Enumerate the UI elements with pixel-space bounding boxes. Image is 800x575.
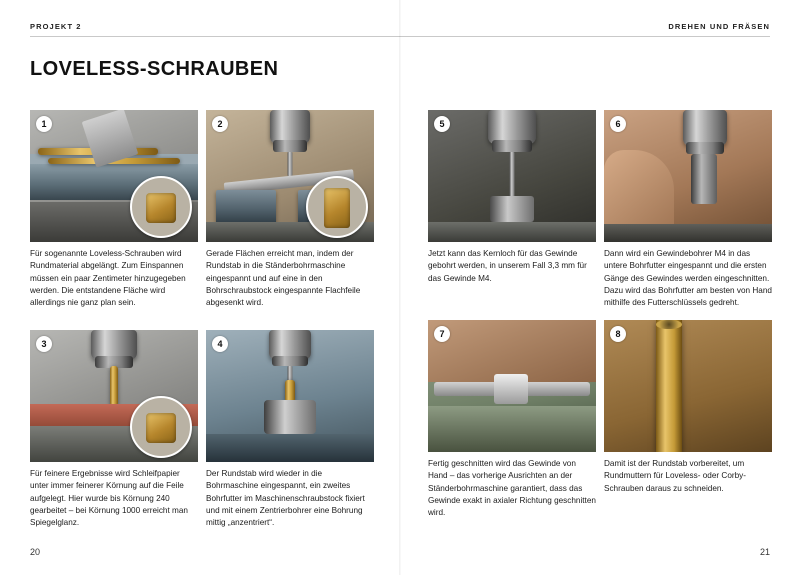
step-photo-6	[604, 110, 772, 242]
step-block-4	[206, 330, 374, 529]
step-number-badge-6: 6	[610, 116, 626, 132]
step-block-3	[30, 330, 198, 529]
step-caption-5: Jetzt kann das Kernloch für das Gewinde gebohrt werden, in unserem Fall 3,3 mm für das Gewinde M4.	[428, 249, 587, 283]
step-number-badge-8: 8	[610, 326, 626, 342]
step-photo-7	[428, 320, 596, 452]
step-photo-3	[30, 330, 198, 462]
step-caption-1: Für sogenannte Loveless-Schrauben wird Rundmaterial abgelängt. Zum Einspannen müssen ein paar Zentimeter hinzugegeben werden. Die entstandene Fläche wird allerdings nie ganz plan sein.	[30, 249, 186, 308]
step-photo-4	[206, 330, 374, 462]
step-block-2	[206, 110, 374, 309]
page-title: LOVELESS-SCHRAUBEN	[30, 58, 279, 80]
step-photo-8	[604, 320, 772, 452]
step-photo-1	[30, 110, 198, 242]
step-caption-6: Dann wird ein Gewindebohrer M4 in das untere Bohrfutter eingespannt und die ersten Gänge des Gewindes werden eingeschnitten. Dazu wird das Bohrfutter am besten von Hand mithilfe des Futterschlüssels gedreht.	[604, 249, 772, 308]
step-number-badge-1: 1	[36, 116, 52, 132]
step-block-7	[428, 320, 596, 519]
step-number-badge-3: 3	[36, 336, 52, 352]
spine-gutter	[399, 0, 401, 575]
step-block-6	[604, 110, 772, 309]
running-head-right: DREHEN UND FRÄSEN	[668, 22, 770, 31]
step-number-badge-4: 4	[212, 336, 228, 352]
step-block-5	[428, 110, 596, 285]
step-caption-8: Damit ist der Rundstab vorbereitet, um Rundmuttern für Loveless- oder Corby-Schrauben daraus zu schneiden.	[604, 459, 746, 493]
step-number-badge-2: 2	[212, 116, 228, 132]
step-inset-detail-1	[130, 176, 192, 238]
step-number-badge-5: 5	[434, 116, 450, 132]
step-caption-4: Der Rundstab wird wieder in die Bohrmaschine eingespannt, ein zweites Bohrfutter im Maschinenschraubstock fixiert und mit einem Zentrierbohrer eine Bohrung mittig „anzentriert“.	[206, 469, 365, 528]
step-block-1	[30, 110, 198, 309]
running-head-left: PROJEKT 2	[30, 22, 82, 31]
step-inset-detail-2	[306, 176, 368, 238]
step-block-8	[604, 320, 772, 495]
step-photo-5	[428, 110, 596, 242]
step-inset-detail-3	[130, 396, 192, 458]
step-caption-3: Für feinere Ergebnisse wird Schleifpapier unter immer feinerer Körnung auf die Feile aufgelegt. Hier wurde bis Körnung 240 gearbeitet – bei Körnung 1000 erreicht man Spiegelglanz.	[30, 469, 188, 528]
step-caption-7: Fertig geschnitten wird das Gewinde von Hand – das vorherige Ausrichten an der Ständerbohrmaschine garantiert, dass das Gewinde exakt in axialer Richtung geschnitten wird.	[428, 459, 596, 518]
page-number-left: 20	[30, 547, 41, 557]
page-number-right: 21	[759, 547, 770, 557]
step-number-badge-7: 7	[434, 326, 450, 342]
step-caption-2: Gerade Flächen erreicht man, indem der Rundstab in die Ständerbohrmaschine eingespannt und auf eine in den Bohrschraubstock eingespannte Flachfeile abgesenkt wird.	[206, 249, 361, 308]
step-photo-2	[206, 110, 374, 242]
